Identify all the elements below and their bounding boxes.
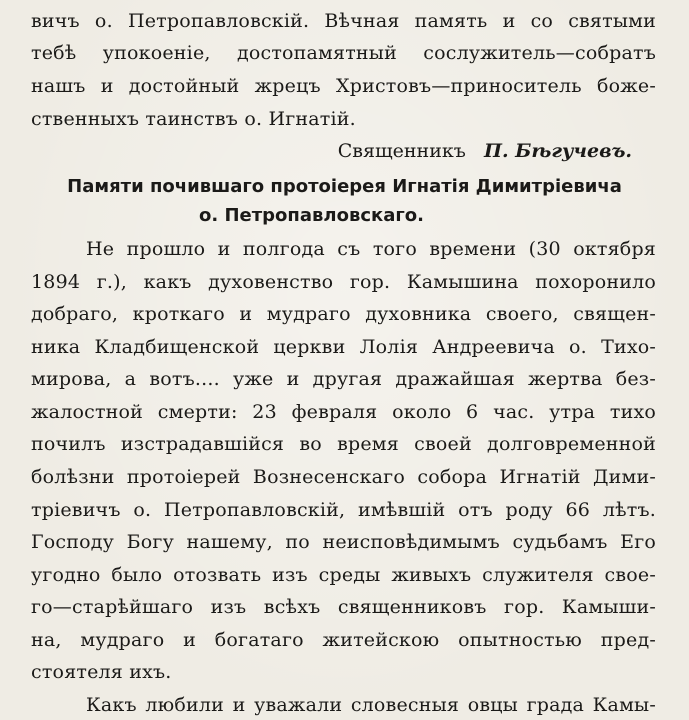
text-line: угодно было отозвать изъ среды живыхъ служителя свое- — [31, 564, 656, 586]
text-line: тебѣ упокоеніе, достопамятный сослужитель—собратъ — [31, 42, 656, 64]
text-line: болѣзни протоіерей Вознесенскаго собора Игнатій Дими- — [31, 466, 656, 488]
text-line: тріевичъ о. Петропавловскій, имѣвшій отъ роду 66 лѣтъ. — [31, 499, 656, 521]
text-line: Не прошло и полгода съ того времени (30 октября — [86, 238, 656, 260]
text-line: нашъ и достойный жрецъ Христовъ—приноситель боже- — [31, 75, 656, 97]
text-line: го—старѣйшаго изъ всѣхъ священниковъ гор. Камыши- — [31, 596, 656, 618]
signature — [0, 138, 632, 164]
text-line: ственныхъ таинствъ о. Игнатій. — [31, 108, 356, 130]
text-line: Какъ любили и уважали словесныя овцы града Камы- — [86, 694, 656, 716]
signature-name: П. Бѣгучевъ. — [484, 140, 632, 162]
text-line: почилъ изстрадавшійся во время своей долговременной — [31, 433, 656, 455]
text-line: Господу Богу нашему, по неисповѣдимымъ судьбамъ Его — [31, 531, 656, 553]
text-line: мирова, а вотъ.... уже и другая дражайшая жертва без- — [31, 368, 656, 390]
article-heading-line2: о. Петропавловскаго. — [199, 205, 424, 226]
text-line: стоятеля ихъ. — [31, 661, 172, 683]
text-line: 1894 г.), какъ духовенство гор. Камышина похоронило — [31, 271, 656, 293]
text-line: на, мудраго и богатаго житейскою опытностью пред- — [31, 629, 656, 651]
signature-title: Священникъ — [337, 140, 466, 162]
text-line: добраго, кроткаго и мудраго духовника своего, священ- — [31, 303, 656, 325]
article-heading: Памяти почившаго протоіерея Игнатія Димитріевича — [67, 176, 622, 197]
text-line: жалостной смерти: 23 февраля около 6 час. утра тихо — [31, 401, 656, 423]
text-line: ника Кладбищенской церкви Лолія Андреевича о. Тихо- — [31, 336, 656, 358]
text-line: вичъ о. Петропавловскій. Вѣчная память и со святыми — [31, 10, 656, 32]
